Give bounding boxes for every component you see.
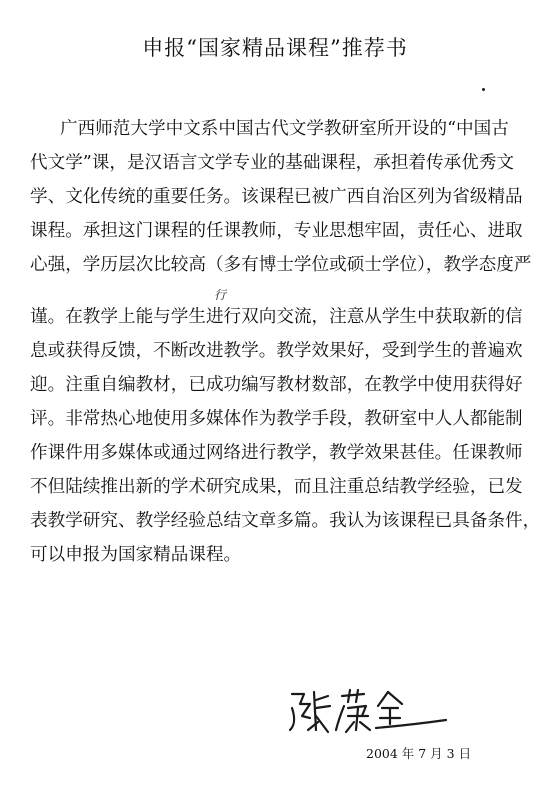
body-line: 息或获得反馈，不断改进教学。教学效果好，受到学生的普遍欢 bbox=[30, 341, 523, 361]
body-line: 代文学”课，是汉语言文学专业的基础课程，承担着传承优秀文 bbox=[30, 153, 515, 173]
body-line: 学、文化传统的重要任务。该课程已被广西自治区列为省级精品 bbox=[30, 187, 523, 207]
body-line: 表教学研究、教学经验总结文章多篇。我认为该课程已具备条件， bbox=[30, 511, 541, 531]
document-title: 申报“国家精品课程”推荐书 bbox=[142, 36, 408, 60]
body-line: 谨。在教学上能与学生进行双向交流，注意从学生中获取新的信 bbox=[30, 307, 523, 327]
body-line: 课程。承担这门课程的任课教师，专业思想牢固，责任心、进取 bbox=[30, 221, 523, 241]
handwritten-signature bbox=[288, 686, 448, 736]
handwritten-insert: 行 bbox=[214, 288, 227, 302]
body-line: 心强，学历层次比较高（多有博士学位或硕士学位），教学态度严 bbox=[30, 255, 532, 275]
body-line: 广西师范大学中文系中国古代文学教研室所开设的“中国古 bbox=[60, 119, 509, 139]
stray-mark bbox=[482, 88, 485, 91]
body-line: 不但陆续推出新的学术研究成果，而且注重总结教学经验，已发 bbox=[30, 477, 523, 497]
body-line: 迎。注重自编教材，已成功编写教材数部，在教学中使用获得好 bbox=[30, 375, 523, 395]
document-date: 2004 年 7 月 3 日 bbox=[366, 746, 472, 761]
body-line: 可以申报为国家精品课程。 bbox=[30, 545, 242, 565]
body-line: 作课件用多媒体或通过网络进行教学，教学效果甚佳。任课教师 bbox=[30, 443, 523, 463]
body-line: 评。非常热心地使用多媒体作为教学手段，教研室中人人都能制 bbox=[30, 409, 523, 429]
